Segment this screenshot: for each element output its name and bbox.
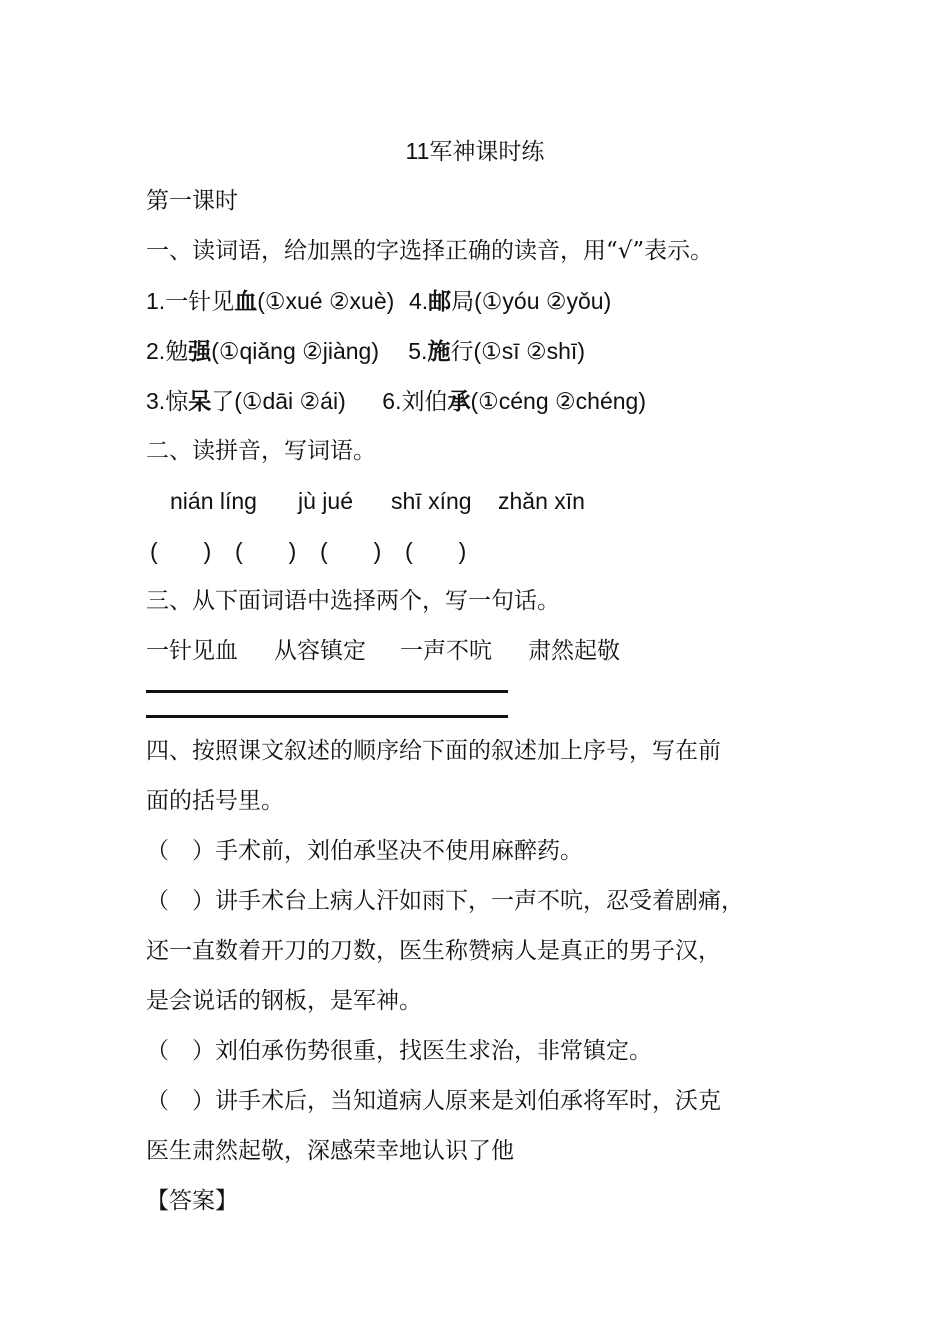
word-4: 肃然起敬 xyxy=(528,638,620,664)
section3-heading: 三、从下面词语中选择两个，写一句话。 xyxy=(146,588,560,614)
pinyin-4: zhǎn xīn xyxy=(498,488,585,514)
word-1: 一针见血 xyxy=(146,638,238,664)
writing-line-2[interactable] xyxy=(146,715,508,718)
word-2: 从容镇定 xyxy=(274,638,366,664)
order-blank-3[interactable]: （ ） xyxy=(146,1038,215,1064)
answer-label: 【答案】 xyxy=(146,1188,238,1214)
section1-row-2: 2.勉强(①qiǎng ②jiàng) 5.施行(①sī ②shī) xyxy=(146,338,585,365)
order-item-4: （ ）讲手术后，当知道病人原来是刘伯承将军时，沃克 xyxy=(146,1088,721,1114)
order-item-1: （ ）手术前，刘伯承坚决不使用麻醉药。 xyxy=(146,838,583,864)
pinyin-2: jù jué xyxy=(298,488,353,514)
answer-blank-3[interactable]: ( ) xyxy=(320,538,382,564)
answer-blank-2[interactable]: ( ) xyxy=(235,538,297,564)
section1-heading: 一、读词语，给加黑的字选择正确的读音，用“√”表示。 xyxy=(146,238,714,264)
lesson-label: 第一课时 xyxy=(146,188,238,214)
section4-heading-line1: 四、按照课文叙述的顺序给下面的叙述加上序号，写在前 xyxy=(146,738,721,764)
section2-heading: 二、读拼音，写词语。 xyxy=(146,438,376,464)
order-blank-4[interactable]: （ ） xyxy=(146,1088,215,1114)
order-item-2: （ ）讲手术台上病人汗如雨下，一声不吭，忍受着剧痛， xyxy=(146,888,744,914)
order-item-3: （ ）刘伯承伤势很重，找医生求治，非常镇定。 xyxy=(146,1038,652,1064)
section4-heading-line2: 面的括号里。 xyxy=(146,788,284,814)
answer-blank-4[interactable]: ( ) xyxy=(405,538,467,564)
word-3: 一声不吭 xyxy=(400,638,492,664)
page-title: 11军神课时练 xyxy=(405,138,545,164)
pinyin-3: shī xíng xyxy=(391,488,472,514)
section1-row-3: 3.惊呆了(①dāi ②ái) 6.刘伯承(①céng ②chéng) xyxy=(146,388,646,415)
order-item-2-line3: 是会说话的钢板，是军神。 xyxy=(146,988,422,1014)
order-item-2-line2: 还一直数着开刀的刀数，医生称赞病人是真正的男子汉， xyxy=(146,938,721,964)
section1-row-1: 1.一针见血(①xué ②xuè) 4.邮局(①yóu ②yǒu) xyxy=(146,288,612,315)
answer-blank-1[interactable]: ( ) xyxy=(150,538,212,564)
order-blank-1[interactable]: （ ） xyxy=(146,838,215,864)
pinyin-1: nián líng xyxy=(170,488,257,514)
order-item-4-line2: 医生肃然起敬，深感荣幸地认识了他 xyxy=(146,1138,514,1164)
writing-line-1[interactable] xyxy=(146,690,508,693)
order-blank-2[interactable]: （ ） xyxy=(146,888,215,914)
